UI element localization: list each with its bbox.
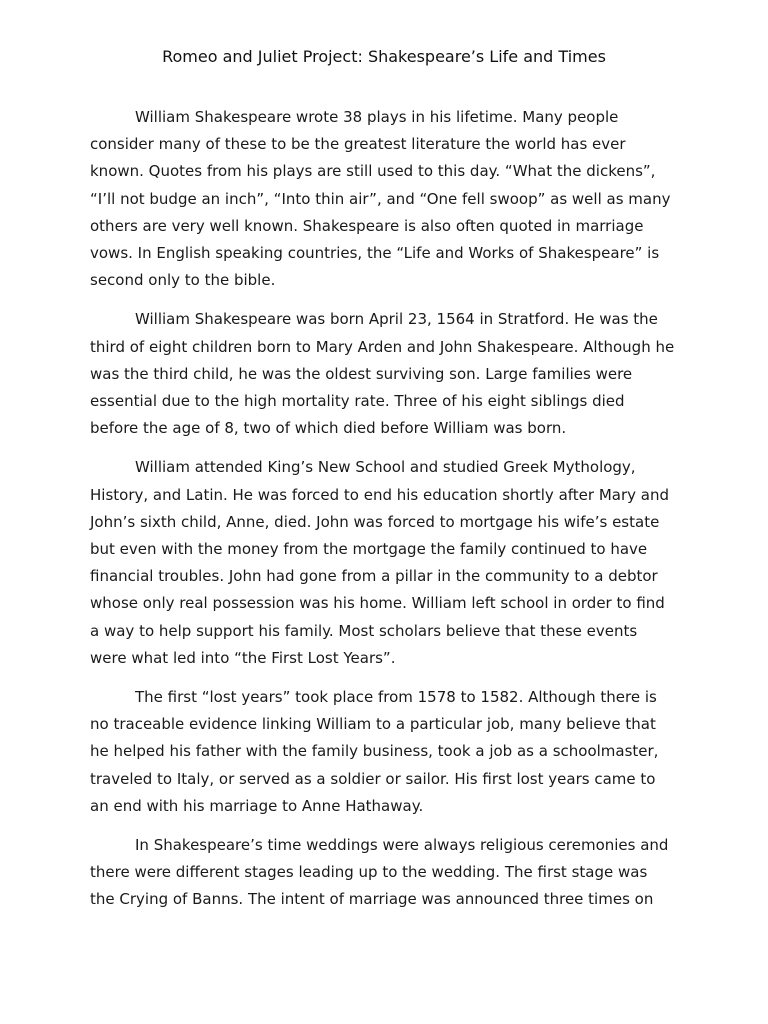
paragraph-line: consider many of these to be the greatest literature the world has ever [90,135,626,154]
paragraph-line: vows. In English speaking countries, the “Life and Works of Shakespeare” is [90,244,660,263]
paragraph-line: known. Quotes from his plays are still used to this day. “What the dickens”, [90,162,656,181]
paragraph-line: he helped his father with the family business, took a job as a schoolmaster, [90,742,659,761]
paragraph [90,104,690,294]
paragraph [90,684,690,820]
paragraph-line: whose only real possession was his home. William left school in order to find [90,594,665,613]
paragraph [90,454,690,672]
paragraph-line: essential due to the high mortality rate. Three of his eight siblings died [90,392,625,411]
paragraph-line: William Shakespeare wrote 38 plays in his lifetime. Many people [135,108,619,126]
paragraph-line: third of eight children born to Mary Arden and John Shakespeare. Although he [90,337,675,356]
paragraph-line: The first “lost years” took place from 1578 to 1582. Although there is [135,688,657,707]
paragraph-line: “I’ll not budge an inch”, “Into thin air”, and “One fell swoop” as well as many [90,189,671,208]
paragraph-line: was the third child, he was the oldest surviving son. Large families were [90,364,633,383]
paragraph-line: History, and Latin. He was forced to end his education shortly after Mary and [90,485,669,504]
paragraph-line: a way to help support his family. Most scholars believe that these events [90,621,638,640]
paragraph-line: there were different stages leading up to the wedding. The first stage was [90,863,648,882]
document-body [90,104,690,926]
paragraph-line: traveled to Italy, or served as a soldier or sailor. His first lost years came to [90,769,656,788]
paragraph-line: before the age of 8, two of which died before William was born. [90,419,567,438]
paragraph-line: others are very well known. Shakespeare is also often quoted in marriage [90,216,644,235]
paragraph-line: financial troubles. John had gone from a pillar in the community to a debtor [90,567,658,586]
page-title: Romeo and Juliet Project: Shakespeare’s Life and Times [162,47,606,66]
paragraph-line: In Shakespeare’s time weddings were always religious ceremonies and [135,836,669,855]
paragraph-line: but even with the money from the mortgage the family continued to have [90,540,648,559]
paragraph-line: William attended King’s New School and studied Greek Mythology, [135,458,636,477]
paragraph [90,832,690,914]
paragraph-line: John’s sixth child, Anne, died. John was forced to mortgage his wife’s estate [90,512,660,531]
paragraph-line: William Shakespeare was born April 23, 1564 in Stratford. He was the [135,310,658,329]
paragraph [90,306,690,442]
paragraph-line: no traceable evidence linking William to a particular job, many believe that [90,715,656,734]
paragraph-line: were what led into “the First Lost Years”. [90,648,396,667]
paragraph-line: second only to the bible. [90,271,276,290]
paragraph-line: an end with his marriage to Anne Hathaway. [90,796,424,815]
paragraph-line: the Crying of Banns. The intent of marriage was announced three times on [90,890,654,909]
